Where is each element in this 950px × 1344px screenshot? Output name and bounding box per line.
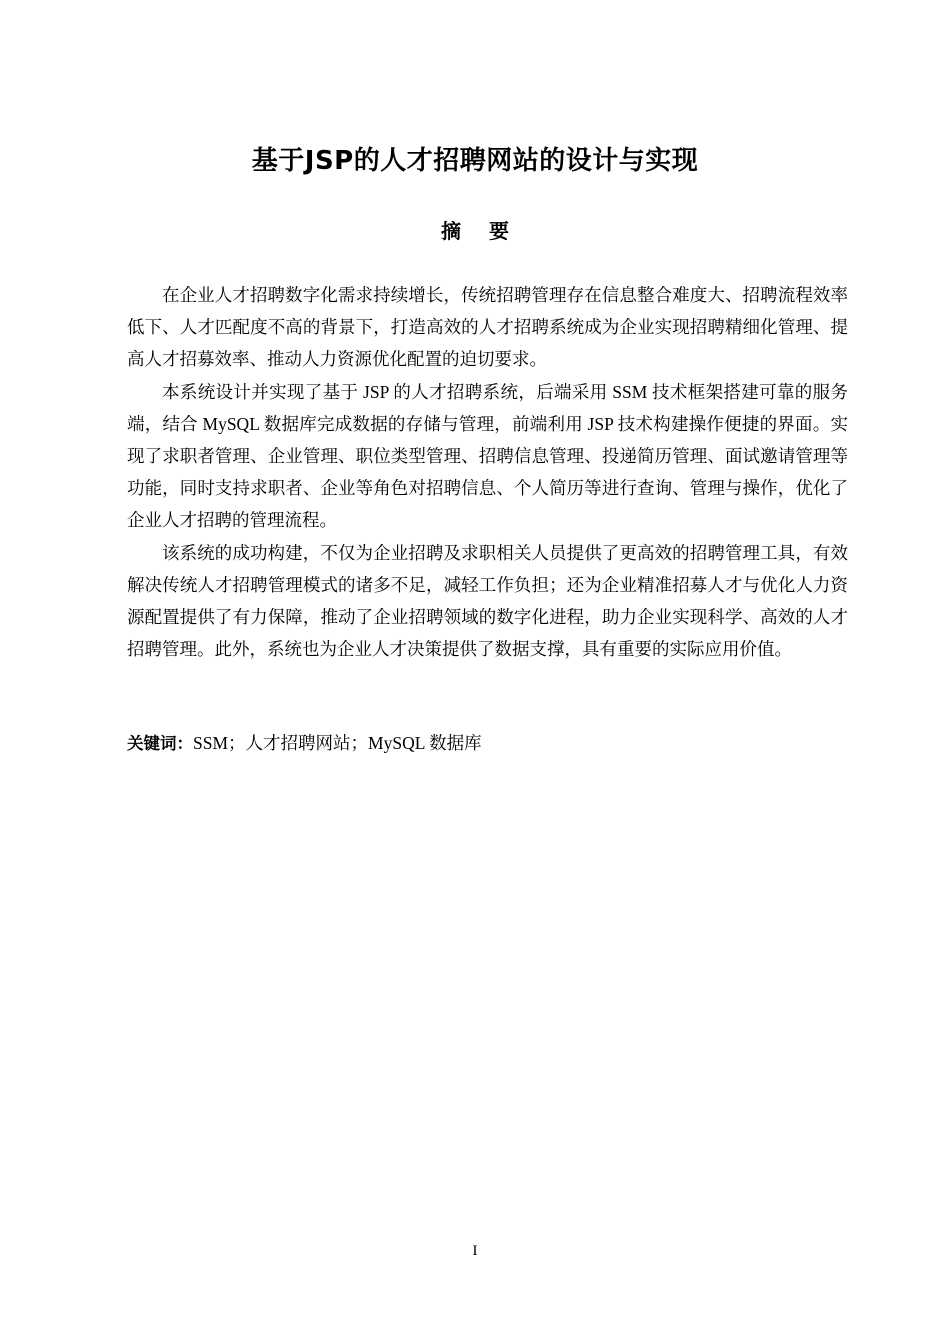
- abstract-paragraph: 本系统设计并实现了基于 JSP 的人才招聘系统，后端采用 SSM 技术框架搭建可靠的服务端，结合 MySQL 数据库完成数据的存储与管理，前端利用 JSP 技术构建操作便捷的界面。实现了求职者管理、企业管理、职位类型管理、招聘信息管理、投递简历管理、面试邀请管理等功能，同时支持求职者、企业等角色对招聘信息、个人简历等进行查询、管理与操作，优化了企业人才招聘的管理流程。: [127, 381, 848, 531]
- keywords-line: [127, 727, 848, 760]
- abstract-heading: 摘要: [441, 219, 537, 243]
- abstract-paragraph: 在企业人才招聘数字化需求持续增长，传统招聘管理存在信息整合难度大、招聘流程效率低下、人才匹配度不高的背景下，打造高效的人才招聘系统成为企业实现招聘精细化管理、提高人才招募效率、推动人力资源优化配置的迫切要求。: [127, 285, 848, 370]
- page-number: I: [472, 1243, 478, 1259]
- abstract-paragraph: 该系统的成功构建，不仅为企业招聘及求职相关人员提供了更高效的招聘管理工具，有效解决传统人才招聘管理模式的诸多不足，减轻工作负担；还为企业精准招募人才与优化人力资源配置提供了有力保障，推动了企业招聘领域的数字化进程，助力企业实现科学、高效的人才招聘管理。此外，系统也为企业人才决策提供了数据支撑，具有重要的实际应用价值。: [127, 542, 848, 660]
- keywords-label: 关键词：: [127, 734, 193, 753]
- keywords-text: SSM；人才招聘网站；MySQL 数据库: [193, 733, 482, 753]
- abstract-body: [127, 279, 848, 665]
- document-title: 基于JSP的人才招聘网站的设计与实现: [251, 146, 699, 176]
